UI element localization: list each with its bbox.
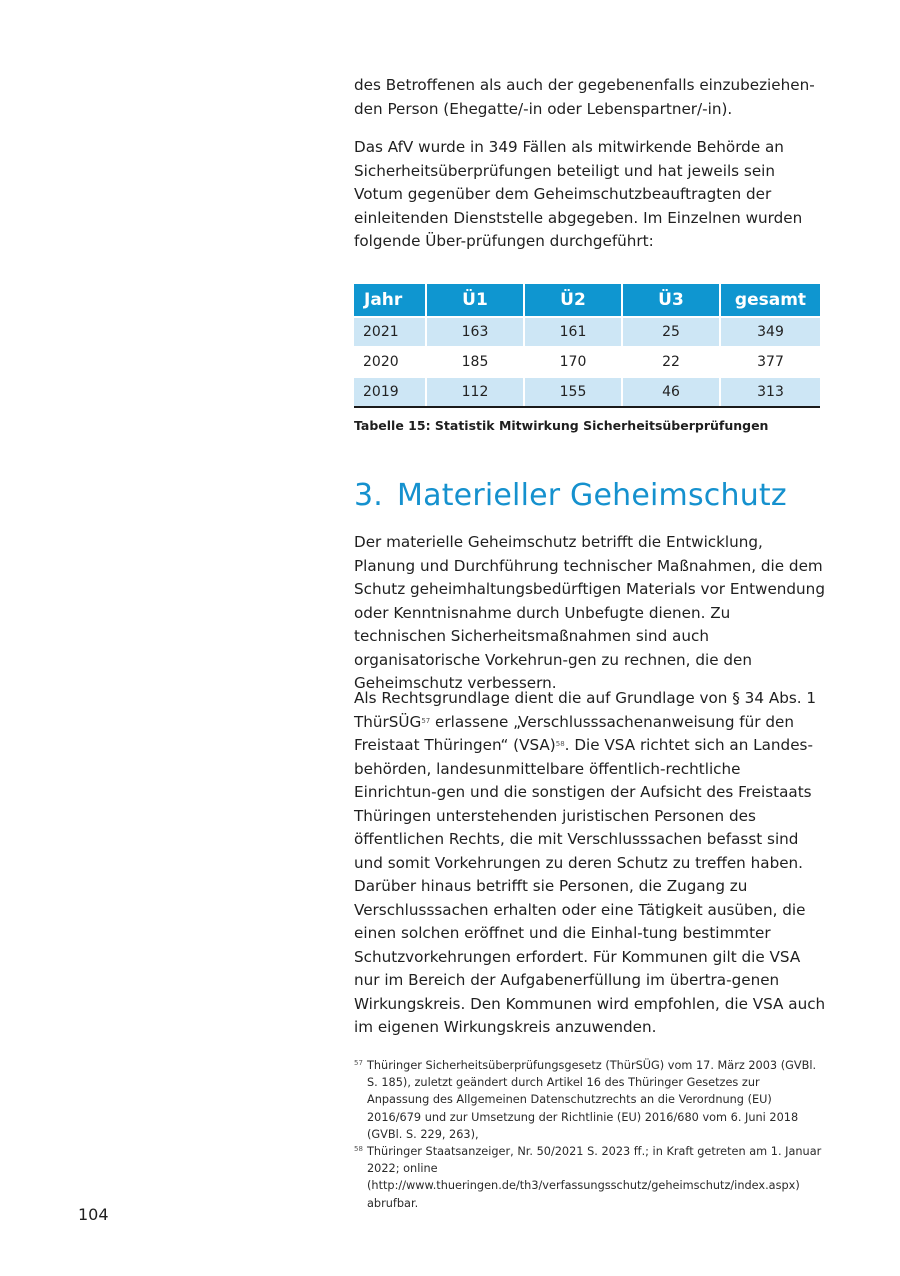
paragraph-4-part-a: Als Rechtsgrundlage dient die auf Grundlage von § 34 Abs. 1 ThürSÜG	[354, 689, 817, 731]
cell-u2: 170	[525, 346, 623, 376]
statistics-table	[354, 284, 820, 408]
cell-gesamt: 349	[721, 316, 820, 346]
paragraph-4-part-b: erlassene „Verschlusssachenanweisung für den Freistaat Thüringen“ (VSA)	[354, 712, 794, 754]
footnote-text: Thüringer Staatsanzeiger, Nr. 50/2021 S. 2023 ff.; in Kraft getreten am 1. Januar 2022; online (http://www.thueringen.de/th3/verfassungsschutz/geheimschutz/index.aspx) abrufbar.	[367, 1145, 822, 1210]
footnote-number: 58	[354, 1145, 363, 1154]
header-gesamt: gesamt	[721, 284, 820, 316]
cell-u1: 112	[427, 376, 525, 406]
footnote-58	[354, 1143, 824, 1212]
paragraph-1: des Betroffenen als auch der gegebenenfalls einzubeziehen-den Person (Ehegatte/-in oder Lebenspartner/-in).	[354, 76, 815, 118]
table-caption: Tabelle 15: Statistik Mitwirkung Sicherheitsüberprüfungen	[354, 418, 769, 433]
section-number: 3.	[354, 478, 384, 513]
header-jahr: Jahr	[354, 284, 427, 316]
header-u3: Ü3	[623, 284, 721, 316]
footnotes	[354, 1057, 824, 1212]
cell-u3: 25	[623, 316, 721, 346]
cell-u3: 46	[623, 376, 721, 406]
paragraph-4-part-c: . Die VSA richtet sich an Landes-behörden, landesunmittelbare öffentlich-rechtliche Einrichtun-gen und die sonstigen der Aufsicht des Freistaats Thüringen unterstehenden juristischen Personen des öffentlichen Rechts, die mit Verschlusssachen befasst sind und somit Vorkehrungen zu deren Schutz zu treffen haben. Darüber hinaus betrifft sie Personen, die Zugang zu Verschlusssachen erhalten oder eine Tätigkeit ausüben, die einen solchen eröffnet und die Einhal-tung bestimmter Schutzvorkehrungen erfordert. Für Kommunen gilt die VSA nur im Bereich der Aufgabenerfüllung im übertra-genen Wirkungskreis. Den Kommunen wird empfohlen, die VSA auch im eigenen Wirkungskreis anzuwenden.	[354, 736, 826, 1036]
section-title: Materieller Geheimschutz	[397, 478, 787, 513]
cell-u1: 185	[427, 346, 525, 376]
cell-gesamt: 377	[721, 346, 820, 376]
footnote-57	[354, 1057, 824, 1143]
cell-gesamt: 313	[721, 376, 820, 406]
table-row	[354, 346, 820, 376]
paragraph-3: Der materielle Geheimschutz betrifft die Entwicklung, Planung und Durchführung technischer Maßnahmen, die dem Schutz geheimhaltungsbedürftigen Materials vor Entwendung oder Kenntnisnahme durch Unbefugte dienen. Zu technischen Sicherheitsmaßnahmen sind auch organisatorische Vorkehrun-gen zu rechnen, die den Geheimschutz verbessern.	[354, 533, 825, 692]
section-heading	[354, 478, 787, 513]
cell-year: 2019	[354, 376, 427, 406]
cell-year: 2020	[354, 346, 427, 376]
footnote-text: Thüringer Sicherheitsüberprüfungsgesetz (ThürSÜG) vom 17. März 2003 (GVBl. S. 185), zuletzt geändert durch Artikel 16 des Thüringer Gesetzes zur Anpassung des Allgemeinen Datenschutzrechts an die Verordnung (EU) 2016/679 und zur Umsetzung der Richtlinie (EU) 2016/680 vom 6. Juni 2018 (GVBl. S. 229, 263),	[367, 1059, 817, 1141]
cell-u2: 161	[525, 316, 623, 346]
table-header-row	[354, 284, 820, 316]
header-u2: Ü2	[525, 284, 623, 316]
footnote-ref-57[interactable]: 57	[421, 716, 431, 725]
page-number: 104	[78, 1205, 109, 1224]
footnote-number: 57	[354, 1059, 363, 1067]
header-u1: Ü1	[427, 284, 525, 316]
paragraph-2: Das AfV wurde in 349 Fällen als mitwirkende Behörde an Sicherheitsüberprüfungen beteiligt und hat jeweils sein Votum gegenüber dem Geheimschutzbeauftragten der einleitenden Dienststelle abgegeben. Im Einzelnen wurden folgende Über-prüfungen durchgeführt:	[354, 138, 803, 250]
table-row	[354, 316, 820, 346]
paragraph-4	[354, 687, 826, 1040]
table-row	[354, 376, 820, 406]
cell-year: 2021	[354, 316, 427, 346]
footnote-ref-58[interactable]: 58	[555, 740, 565, 748]
cell-u3: 22	[623, 346, 721, 376]
cell-u2: 155	[525, 376, 623, 406]
cell-u1: 163	[427, 316, 525, 346]
